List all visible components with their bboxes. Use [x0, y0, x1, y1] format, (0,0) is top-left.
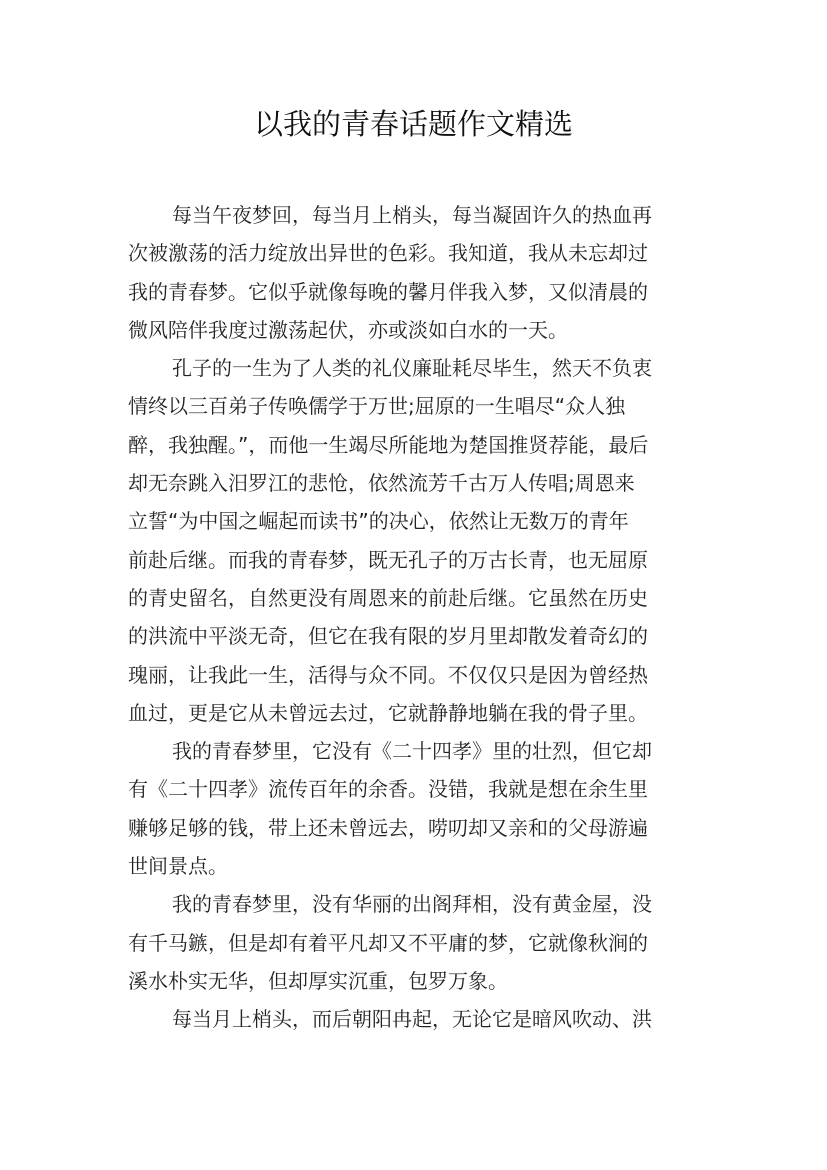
paragraph-line: 有《二十四孝》流传百年的余香。没错，我就是想在余生里	[128, 777, 648, 802]
paragraph-line: 我的青春梦里，它没有《二十四孝》里的壮烈，但它却	[172, 739, 652, 764]
paragraph-line: 有千马鏃，但是却有着平凡却又不平庸的梦，它就像秋涧的	[128, 930, 648, 955]
paragraph-line: 每当月上梢头，而后朝阳冉起，无论它是暗风吹动、洪	[172, 1007, 652, 1032]
paragraph-line: 血过，更是它从未曾远去过，它就静静地躺在我的骨子里。	[128, 700, 648, 725]
paragraph-line: 的洪流中平淡无奇，但它在我有限的岁月里却散发着奇幻的	[128, 624, 648, 649]
paragraph-line: 次被激荡的活力绽放出异世的色彩。我知道，我从未忘却过	[128, 241, 648, 266]
paragraph-line: 立誓“为中国之崛起而读书”的决心，依然让无数万的青年	[128, 509, 629, 534]
paragraph-line: 情终以三百弟子传唤儒学于万世;屈原的一生唱尽“众人独	[128, 394, 626, 419]
paragraph-line: 微风陪伴我度过激荡起伏，亦或淡如白水的一天。	[128, 317, 568, 342]
paragraph-line: 前赴后继。而我的青春梦，既无孔子的万古长青，也无屈原	[128, 547, 648, 572]
paragraph-line: 瑰丽，让我此一生，活得与众不同。不仅仅只是因为曾经热	[128, 662, 648, 687]
paragraph-line: 孔子的一生为了人类的礼仪廉耻耗尽毕生，然天不负衷	[172, 356, 652, 381]
paragraph-line: 赚够足够的钱，带上还未曾远去，唠叨却又亲和的父母游遍	[128, 815, 648, 840]
paragraph-line: 的青史留名，自然更没有周恩来的前赴后继。它虽然在历史	[128, 585, 648, 610]
document-title: 以我的青春话题作文精选	[253, 107, 573, 141]
paragraph-line: 溪水朴实无华，但却厚实沉重，包罗万象。	[128, 968, 508, 993]
paragraph-line: 每当午夜梦回，每当月上梢头，每当凝固许久的热血再	[172, 203, 652, 227]
paragraph-line: 我的青春梦。它似乎就像每晚的馨月伴我入梦，又似清晨的	[128, 279, 648, 304]
paragraph-line: 却无奈跳入汨罗江的悲怆，依然流芳千古万人传唱;周恩来	[128, 471, 635, 496]
paragraph-line: 我的青春梦里，没有华丽的出阁拜相，没有黄金屋，没	[172, 892, 652, 917]
document-body	[128, 196, 702, 1039]
paragraph-line: 世间景点。	[128, 854, 228, 879]
paragraph-line: 醉，我独醒。”，而他一生竭尽所能地为楚国推贤荐能，最后	[128, 432, 649, 457]
